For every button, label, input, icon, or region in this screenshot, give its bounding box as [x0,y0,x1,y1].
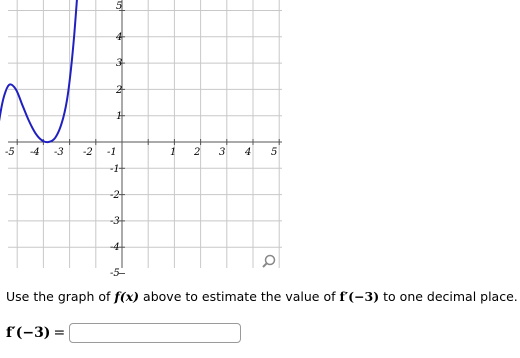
y-tick-label: -1 [110,164,120,175]
x-tick-label: -5 [5,147,15,158]
x-tick-label: -1 [107,147,117,158]
x-tick-label: 5 [271,147,278,158]
y-tick-label: 1 [116,111,123,122]
x-tick-label: 3 [219,147,226,158]
y-tick-label: -5 [110,268,120,279]
question-suffix: to one decimal place. [379,289,518,304]
graph-axes [8,0,282,268]
y-tick-label: 4 [116,32,123,43]
question-text [6,289,518,304]
question-middle: above to estimate the value of [139,289,340,304]
y-tick-label: -2 [110,190,120,201]
y-tick-labels [110,1,122,279]
y-tick-label: 5 [116,1,123,12]
x-tick-label: 2 [194,147,201,158]
answer-label [6,325,65,341]
x-tick-label: -4 [30,147,40,158]
derivative-notation: f′(−3) [339,289,380,304]
function-notation: f(x) [114,289,140,304]
answer-input[interactable] [69,323,241,343]
answer-label-expression: f′(−3) [6,325,51,341]
magnifier-icon[interactable] [263,256,275,268]
y-tick-label: 2 [116,85,123,96]
function-curve [0,0,78,280]
y-tick-label: 3 [116,58,123,69]
x-tick-label: -2 [83,147,93,158]
y-tick-label: -4 [110,242,120,253]
answer-row [6,321,241,345]
y-tick-label: -3 [110,216,120,227]
x-tick-labels [5,147,277,158]
equals-sign: = [53,325,66,341]
x-tick-label: 4 [245,147,252,158]
graph-grid [8,0,282,268]
x-tick-label: 1 [170,147,177,158]
question-prefix: Use the graph of [6,289,115,304]
x-tick-label: -3 [54,147,64,158]
